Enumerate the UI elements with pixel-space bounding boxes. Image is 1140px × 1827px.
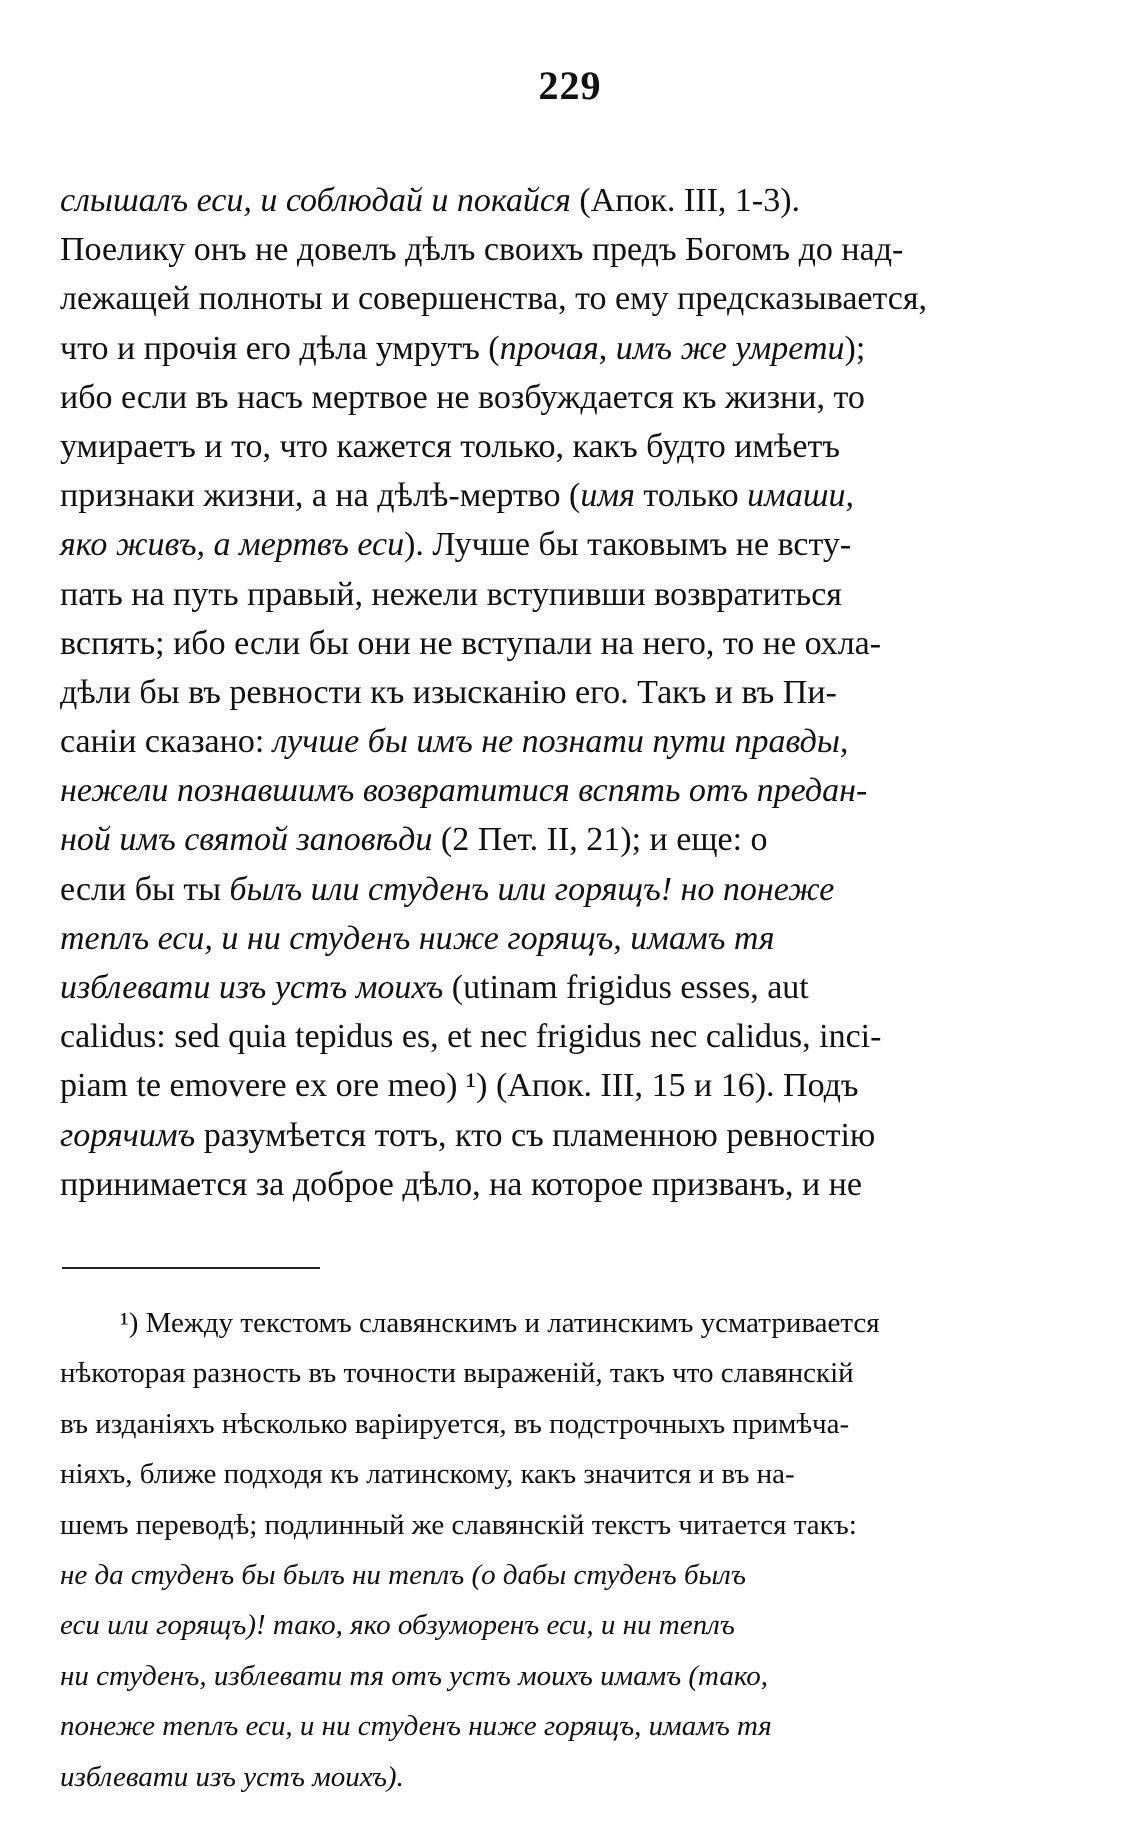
footnote-line [60, 1348, 1010, 1398]
italic-text-segment: слышалъ еси, и соблюдай и покайся [60, 182, 571, 219]
footnote-line [60, 1600, 1010, 1650]
text-segment: если бы ты [60, 870, 230, 908]
text-segment: дѣли бы въ ревности къ изысканію его. Такъ и въ Пи- [60, 673, 837, 711]
italic-text-segment: не да студенъ бы былъ ни теплъ (о дабы студенъ былъ [60, 1558, 746, 1591]
main-text [60, 176, 1010, 1209]
text-line [60, 176, 1010, 225]
text-segment: ); [844, 329, 866, 367]
footnote-line [60, 1651, 1010, 1701]
text-segment: ¹) Между текстомъ славянскимъ и латинскимъ усматривается [120, 1307, 880, 1339]
text-segment: умираетъ и то, что кажется только, какъ будто имѣетъ [60, 427, 840, 465]
footnote-line [60, 1701, 1010, 1751]
footnote-divider [62, 1267, 320, 1269]
footnote-line [60, 1550, 1010, 1600]
text-segment: въ изданіяхъ нѣсколько варіируется, въ подстрочныхъ примѣча- [60, 1407, 850, 1440]
footnote [60, 1298, 1010, 1802]
text-segment: разумѣется тотъ, кто съ пламенною ревностію [195, 1116, 876, 1154]
text-line [60, 865, 1010, 914]
text-line [60, 619, 1010, 668]
text-line [60, 1061, 1010, 1110]
footnote-line [60, 1298, 1010, 1348]
text-segment: что и прочія его дѣла умрутъ ( [60, 329, 500, 367]
footnote-line [60, 1449, 1010, 1499]
text-line [60, 225, 1010, 274]
italic-text-segment: еси или горящъ)! тако, яко обзуморенъ еси, и ни теплъ [60, 1609, 735, 1642]
italic-text-segment: лучше бы имъ не познати пути правды, [272, 723, 849, 761]
text-line [60, 766, 1010, 815]
text-line [60, 914, 1010, 963]
text-segment: ибо если въ насъ мертвое не возбуждается къ жизни, то [60, 378, 865, 416]
text-line [60, 570, 1010, 619]
text-segment: вспять; ибо если бы они не вступали на него, то не охла- [60, 624, 882, 662]
text-segment: ніяхъ, ближе подходя къ латинскому, какъ значится и въ на- [60, 1458, 795, 1491]
text-segment: (utinam frigidus esses, aut [443, 969, 809, 1006]
footnote-line [60, 1500, 1010, 1550]
text-line [60, 1111, 1010, 1160]
italic-text-segment: изблевати изъ устъ моихъ [60, 969, 444, 1006]
text-line [60, 1012, 1010, 1061]
text-line [60, 963, 1010, 1012]
text-segment: принимается за доброе дѣло, на которое призванъ, и не [60, 1165, 862, 1203]
text-line [60, 717, 1010, 766]
text-line [60, 373, 1010, 422]
text-segment: (Апок. III, 1-3). [570, 182, 801, 219]
italic-text-segment: ни студенъ, изблевати тя отъ устъ моихъ имамъ (тако, [60, 1659, 769, 1692]
text-line [60, 1160, 1010, 1209]
text-line [60, 520, 1010, 569]
text-line [60, 815, 1010, 864]
footnote-line [60, 1752, 1010, 1802]
italic-text-segment: изблевати изъ устъ моихъ). [60, 1760, 404, 1793]
text-segment: ). Лучше бы таковымъ не всту- [404, 526, 852, 564]
text-segment: пать на путь правый, нежели вступивши возвратиться [60, 575, 842, 613]
text-segment: шемъ переводѣ; подлинный же славянскій текстъ читается такъ: [60, 1508, 857, 1541]
text-line [60, 471, 1010, 520]
text-line [60, 422, 1010, 471]
text-segment: piam te emovere ex ore meo) ¹) (Апок. III, 15 и 16). Подъ [60, 1067, 859, 1105]
italic-text-segment: теплъ еси, и ни студенъ ниже горящъ, имамъ тя [60, 919, 775, 957]
page-number: 229 [538, 63, 602, 108]
text-segment: только [634, 477, 748, 515]
text-segment: calidus: sed quia tepidus es, et nec frigidus nec calidus, inci- [60, 1018, 882, 1056]
text-segment: нѣкоторая разность въ точности выраженій, такъ что славянскій [60, 1357, 854, 1390]
italic-text-segment: понеже теплъ еси, и ни студенъ ниже горящъ, имамъ тя [60, 1710, 772, 1743]
italic-text-segment: имаши, [747, 477, 855, 515]
italic-text-segment: яко живъ, а мертвъ еси [60, 526, 405, 564]
italic-text-segment: нежели познавшимъ возвратитися вспять отъ предан- [60, 772, 868, 810]
italic-text-segment: ной имъ святой заповѣди [60, 821, 433, 859]
italic-text-segment: имя [580, 477, 635, 515]
text-line [60, 668, 1010, 717]
text-segment: (2 Пет. II, 21); и еще: о [432, 821, 768, 859]
footnote-line [60, 1399, 1010, 1449]
text-line [60, 324, 1010, 373]
text-segment: Поелику онъ не довелъ дѣлъ своихъ предъ Богомъ до над- [60, 231, 904, 269]
italic-text-segment: прочая, имъ же умрети [499, 329, 845, 367]
text-segment: саніи сказано: [60, 723, 273, 761]
text-segment: признаки жизни, а на дѣлѣ-мертво ( [60, 477, 581, 515]
text-line [60, 274, 1010, 323]
text-segment: лежащей полноты и совершенства, то ему предсказывается, [60, 280, 928, 318]
italic-text-segment: горячимъ [60, 1116, 196, 1154]
italic-text-segment: былъ или студенъ или горящъ! но понеже [229, 870, 835, 908]
